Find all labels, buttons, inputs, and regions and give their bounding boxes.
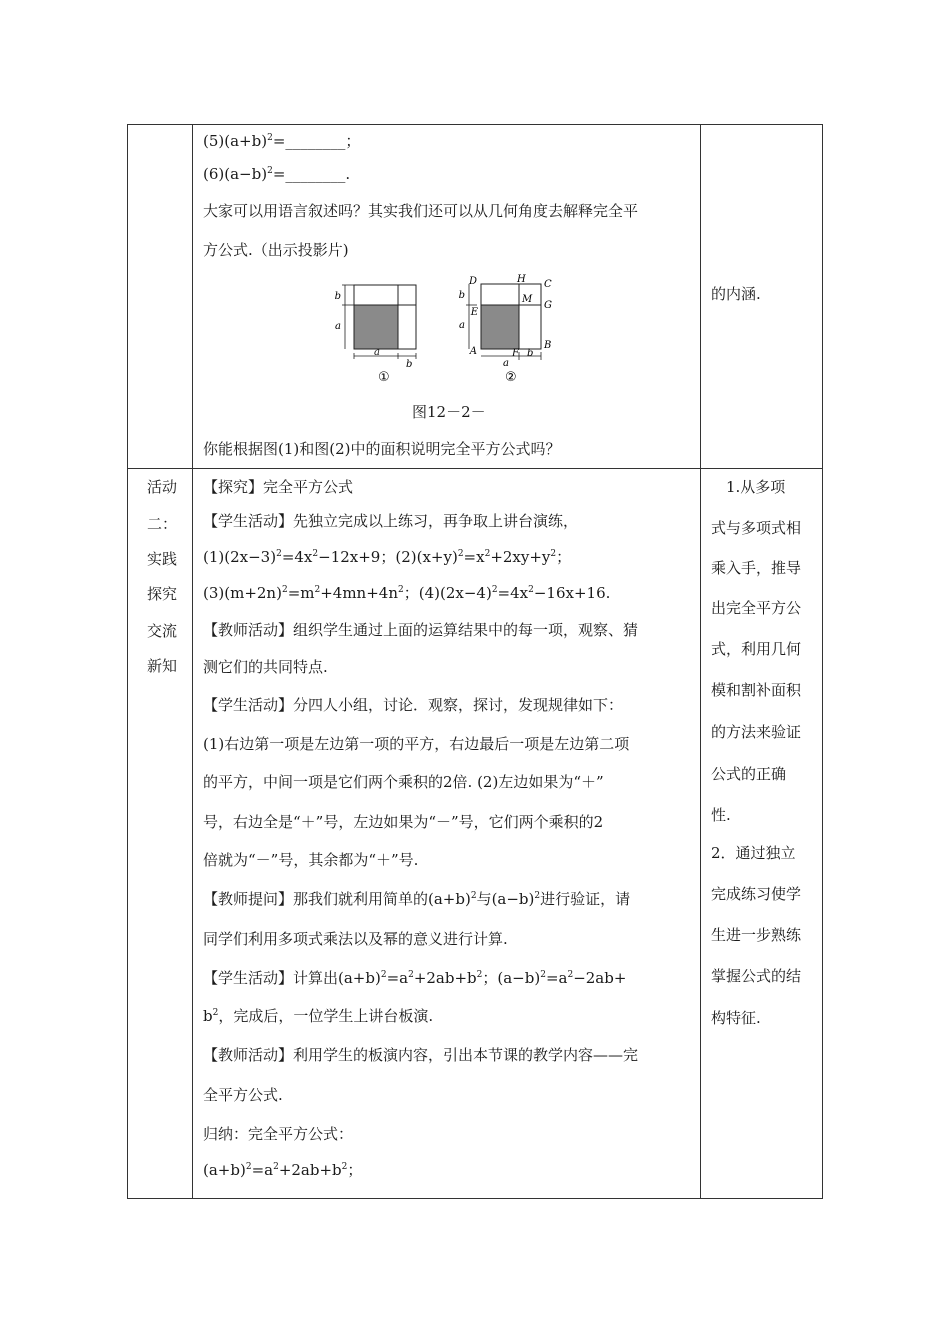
- label-G: G: [544, 300, 552, 311]
- left-label-2: 二：: [146, 515, 177, 533]
- table-divider-right: [700, 124, 701, 1199]
- label-C: C: [544, 279, 552, 290]
- act-line-8: (1)右边第一项是左边第一项的平方，右边最后一项是左边第二项: [203, 735, 630, 753]
- shaded-square: [481, 305, 519, 349]
- exercise-5: $(5)(a+b)^2=\_\_\_\_\_\_\_\_$；: [203, 132, 361, 150]
- label-M: M: [522, 294, 533, 305]
- left-label-5: 交流: [146, 622, 177, 640]
- act-line-1: 【探究】完全平方公式: [203, 478, 354, 496]
- act-line-13: 同学们利用多项式乘法以及幂的意义进行计算.: [203, 930, 508, 948]
- fig1-label: ①: [378, 370, 390, 385]
- act-line-4: $(3)(m+2n)^2=m^2+4mn+4n^2$；$(4)(2x-4)^2=4x^2-16x+16$.: [203, 584, 611, 602]
- act-line-2: 【学生活动】先独立完成以上练习，再争取上讲台演练，: [203, 512, 579, 530]
- label-H: H: [517, 274, 526, 285]
- fig1-a-bottom: a: [374, 347, 380, 358]
- label-B: B: [544, 340, 552, 351]
- exercise-6: $(6)(a-b)^2=\_\_\_\_\_\_\_\_$.: [203, 165, 351, 183]
- fig1-a-left: a: [335, 321, 341, 332]
- right-note-12: 生进一步熟练: [711, 926, 802, 944]
- right-col-text: 的内涵.: [711, 285, 761, 303]
- act-line-18: 归纳：完全平方公式：: [203, 1125, 354, 1143]
- shaded-square: [354, 305, 398, 349]
- act-line-19: $(a+b)^2=a^2+2ab+b^2$；: [203, 1161, 363, 1179]
- right-note-11: 完成练习使学: [711, 885, 802, 903]
- left-label-4: 探究: [146, 585, 177, 603]
- act-line-15: $b^2$，完成后，一位学生上讲台板演.: [203, 1007, 434, 1025]
- label-E: E: [470, 307, 478, 318]
- act-line-12: 【教师提问】那我们就利用简单的$(a+b)^2$与$(a-b)^2$进行验证，请: [203, 890, 631, 908]
- act-line-16: 【教师活动】利用学生的板演内容，引出本节课的教学内容——完: [203, 1046, 639, 1064]
- act-line-5: 【教师活动】组织学生通过上面的运算结果中的每一项，观察、猜: [203, 621, 639, 639]
- label-F: F: [512, 348, 519, 359]
- right-note-7: 的方法来验证: [711, 723, 802, 741]
- act-line-9: 的平方，中间一项是它们两个乘积的2倍. (2)左边如果为“＋”: [203, 773, 604, 791]
- right-note-6: 模和割补面积: [711, 681, 802, 699]
- act-line-3: $(1)(2x-3)^2=4x^2-12x+9$；$(2)(x+y)^2=x^2+2xy+y^2$；: [203, 548, 572, 566]
- fig2-a-left: a: [459, 320, 465, 331]
- fig2-label: ②: [505, 370, 517, 385]
- left-label-1: 活动: [146, 478, 177, 496]
- right-note-2: 式与多项式相: [711, 519, 802, 537]
- fig1-b-bottom: b: [406, 359, 413, 370]
- question-line: 你能根据图(1)和图(2)中的面积说明完全平方公式吗？: [203, 440, 561, 458]
- right-note-8: 公式的正确: [711, 765, 787, 783]
- intro-line-2: 方公式.（出示投影片): [203, 241, 349, 259]
- fig1-b-left: b: [334, 291, 341, 302]
- fig2-a-bottom: a: [503, 358, 509, 369]
- right-note-5: 式，利用几何: [711, 640, 802, 658]
- right-note-13: 掌握公式的结: [711, 967, 802, 985]
- table-divider-left: [192, 124, 193, 1199]
- act-line-17: 全平方公式.: [203, 1086, 283, 1104]
- act-line-7: 【学生活动】分四人小组，讨论．观察，探讨，发现规律如下：: [203, 696, 624, 714]
- right-note-3: 乘入手，推导: [711, 559, 802, 577]
- right-note-1: 1.从多项: [711, 478, 786, 496]
- figure-caption: 图12－2－: [412, 403, 486, 421]
- label-A: A: [469, 346, 477, 357]
- act-line-6: 测它们的共同特点.: [203, 658, 328, 676]
- left-label-3: 实践: [146, 550, 177, 568]
- figure-square-2: [455, 270, 565, 385]
- fig2-b-left: b: [458, 290, 465, 301]
- label-D: D: [468, 276, 477, 287]
- act-line-11: 倍就为“－”号，其余都为“＋”号.: [203, 851, 419, 869]
- right-note-4: 出完全平方公: [711, 599, 802, 617]
- intro-line-1: 大家可以用语言叙述吗？其实我们还可以从几何角度去解释完全平: [203, 202, 639, 220]
- right-note-14: 构特征.: [711, 1009, 761, 1027]
- act-line-10: 号，右边全是“＋”号，左边如果为“－”号，它们两个乘积的2: [203, 813, 604, 831]
- act-line-14: 【学生活动】计算出$(a+b)^2=a^2+2ab+b^2$；$(a-b)^2=a^2-2ab+$: [203, 969, 627, 987]
- fig2-b-bottom: b: [527, 348, 534, 359]
- left-label-6: 新知: [146, 657, 177, 675]
- figure-square-1: [330, 275, 430, 385]
- right-note-9: 性.: [711, 806, 731, 824]
- right-note-10: 2．通过独立: [711, 844, 796, 862]
- table-row-divider: [127, 468, 823, 469]
